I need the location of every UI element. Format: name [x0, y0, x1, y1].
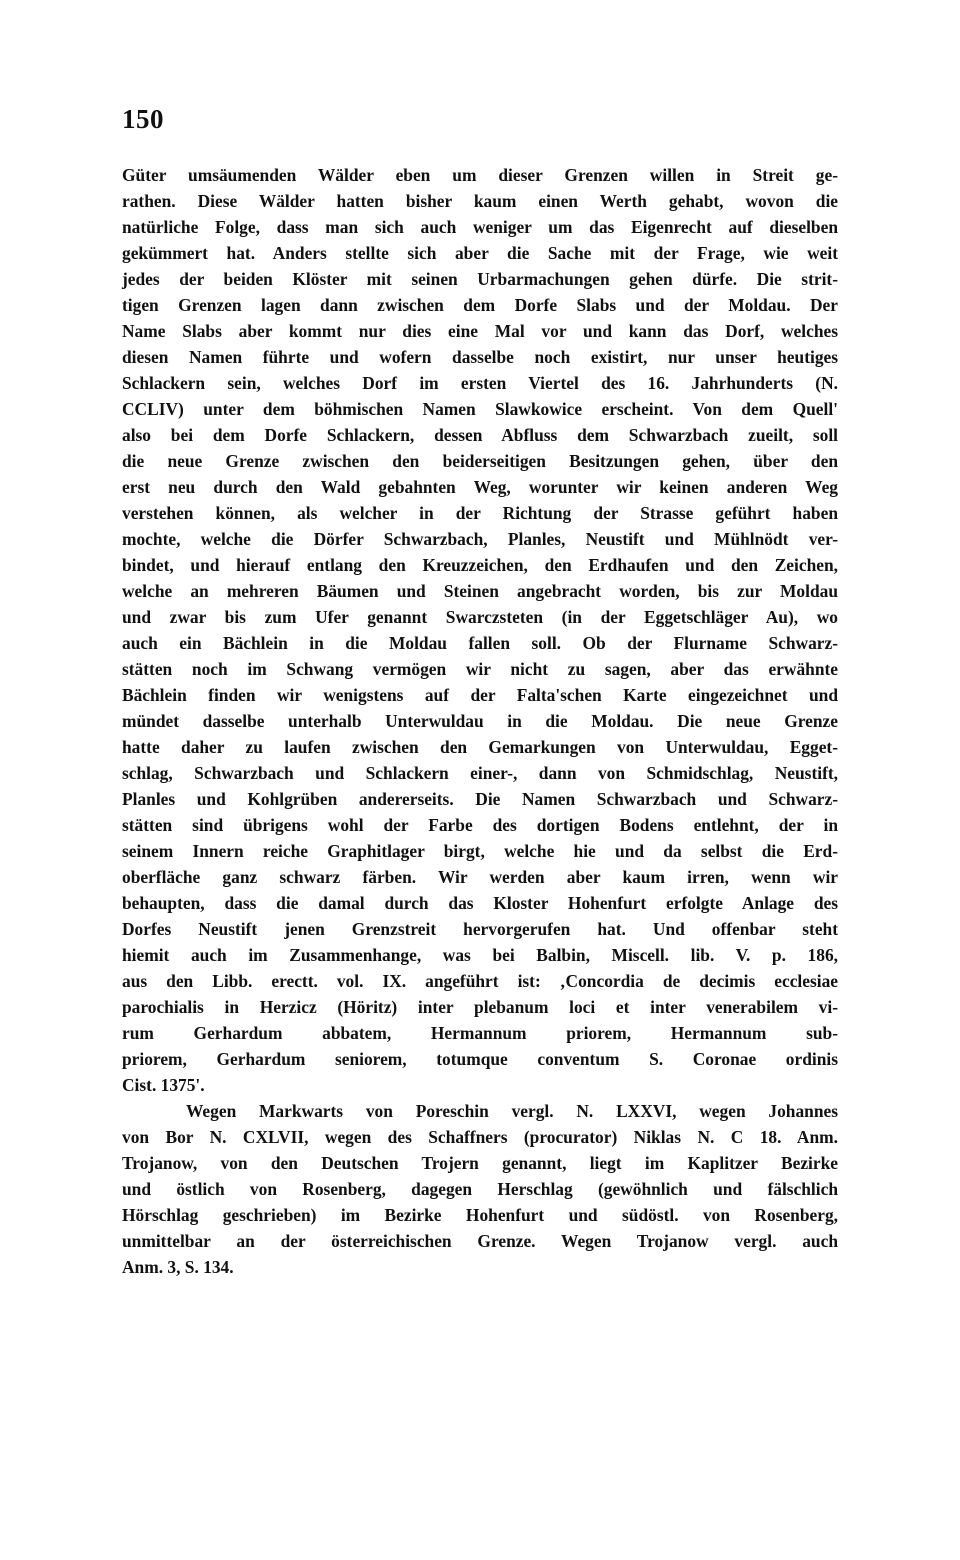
text-line: unmittelbar an der österreichischen Grenze. Wegen Trojanow vergl. auch: [122, 1231, 838, 1251]
text-line: bindet, und hierauf entlang den Kreuzzeichen, den Erdhaufen und den Zeichen,: [122, 555, 838, 575]
text-line: Wegen Markwarts von Poreschin vergl. N. LXXVI, wegen Johannes: [186, 1101, 838, 1121]
body-text: [122, 162, 838, 1280]
text-line: verstehen können, als welcher in der Richtung der Strasse geführt haben: [122, 503, 838, 523]
text-line: mochte, welche die Dörfer Schwarzbach, Planles, Neustift und Mühlnödt ver-: [122, 529, 838, 549]
text-line: Güter umsäumenden Wälder eben um dieser Grenzen willen in Streit ge-: [122, 165, 838, 185]
text-line: und zwar bis zum Ufer genannt Swarczsteten (in der Eggetschläger Au), wo: [122, 607, 838, 627]
paragraph: [122, 162, 838, 1098]
text-line: stätten sind übrigens wohl der Farbe des dortigen Bodens entlehnt, der in: [122, 815, 838, 835]
paragraph: [122, 1098, 838, 1280]
text-line: natürliche Folge, dass man sich auch weniger um das Eigenrecht auf dieselben: [122, 217, 838, 237]
text-line: also bei dem Dorfe Schlackern, dessen Abfluss dem Schwarzbach zueilt, soll: [122, 425, 838, 445]
text-line: Planles und Kohlgrüben andererseits. Die Namen Schwarzbach und Schwarz-: [122, 789, 838, 809]
text-line: von Bor N. CXLVII, wegen des Schaffners (procurator) Niklas N. C 18. Anm.: [122, 1127, 838, 1147]
text-line: gekümmert hat. Anders stellte sich aber die Sache mit der Frage, wie weit: [122, 243, 838, 263]
text-line: Bächlein finden wir wenigstens auf der Falta'schen Karte eingezeichnet und: [122, 685, 838, 705]
text-line: und östlich von Rosenberg, dagegen Herschlag (gewöhnlich und fälschlich: [122, 1179, 838, 1199]
text-line: behaupten, dass die damal durch das Kloster Hohenfurt erfolgte Anlage des: [122, 893, 838, 913]
text-line: rum Gerhardum abbatem, Hermannum priorem, Hermannum sub-: [122, 1023, 838, 1043]
text-line: priorem, Gerhardum seniorem, totumque conventum S. Coronae ordinis: [122, 1049, 838, 1069]
text-line: schlag, Schwarzbach und Schlackern einer-, dann von Schmidschlag, Neustift,: [122, 763, 838, 783]
text-line: Name Slabs aber kommt nur dies eine Mal vor und kann das Dorf, welches: [122, 321, 838, 341]
text-line: Hörschlag geschrieben) im Bezirke Hohenfurt und südöstl. von Rosenberg,: [122, 1205, 838, 1225]
text-line: seinem Innern reiche Graphitlager birgt, welche hie und da selbst die Erd-: [122, 841, 838, 861]
text-line: die neue Grenze zwischen den beiderseitigen Besitzungen gehen, über den: [122, 451, 838, 471]
text-line: oberfläche ganz schwarz färben. Wir werden aber kaum irren, wenn wir: [122, 867, 838, 887]
text-line: mündet dasselbe unterhalb Unterwuldau in die Moldau. Die neue Grenze: [122, 711, 838, 731]
text-line: Cist. 1375'.: [122, 1075, 205, 1095]
text-line: Dorfes Neustift jenen Grenzstreit hervorgerufen hat. Und offenbar steht: [122, 919, 838, 939]
text-line: aus den Libb. erectt. vol. IX. angeführt ist: ‚Concordia de decimis ecclesiae: [122, 971, 838, 991]
text-line: tigen Grenzen lagen dann zwischen dem Dorfe Slabs und der Moldau. Der: [122, 295, 838, 315]
text-line: erst neu durch den Wald gebahnten Weg, worunter wir keinen anderen Weg: [122, 477, 838, 497]
text-line: Schlackern sein, welches Dorf im ersten Viertel des 16. Jahrhunderts (N.: [122, 373, 838, 393]
page-number: 150: [122, 104, 164, 134]
text-line: parochialis in Herzicz (Höritz) inter plebanum loci et inter venerabilem vi-: [122, 997, 838, 1017]
text-line: hatte daher zu laufen zwischen den Gemarkungen von Unterwuldau, Egget-: [122, 737, 838, 757]
text-line: jedes der beiden Klöster mit seinen Urbarmachungen gehen dürfe. Die strit-: [122, 269, 838, 289]
text-line: stätten noch im Schwang vermögen wir nicht zu sagen, aber das erwähnte: [122, 659, 838, 679]
text-line: rathen. Diese Wälder hatten bisher kaum einen Werth gehabt, wovon die: [122, 191, 838, 211]
text-line: auch ein Bächlein in die Moldau fallen soll. Ob der Flurname Schwarz-: [122, 633, 838, 653]
text-line: Anm. 3, S. 134.: [122, 1257, 234, 1277]
text-line: Trojanow, von den Deutschen Trojern genannt, liegt im Kaplitzer Bezirke: [122, 1153, 838, 1173]
text-line: CCLIV) unter dem böhmischen Namen Slawkowice erscheint. Von dem Quell': [122, 399, 838, 419]
text-line: welche an mehreren Bäumen und Steinen angebracht worden, bis zur Moldau: [122, 581, 838, 601]
text-line: hiemit auch im Zusammenhange, was bei Balbin, Miscell. lib. V. p. 186,: [122, 945, 838, 965]
text-line: diesen Namen führte und wofern dasselbe noch existirt, nur unser heutiges: [122, 347, 838, 367]
